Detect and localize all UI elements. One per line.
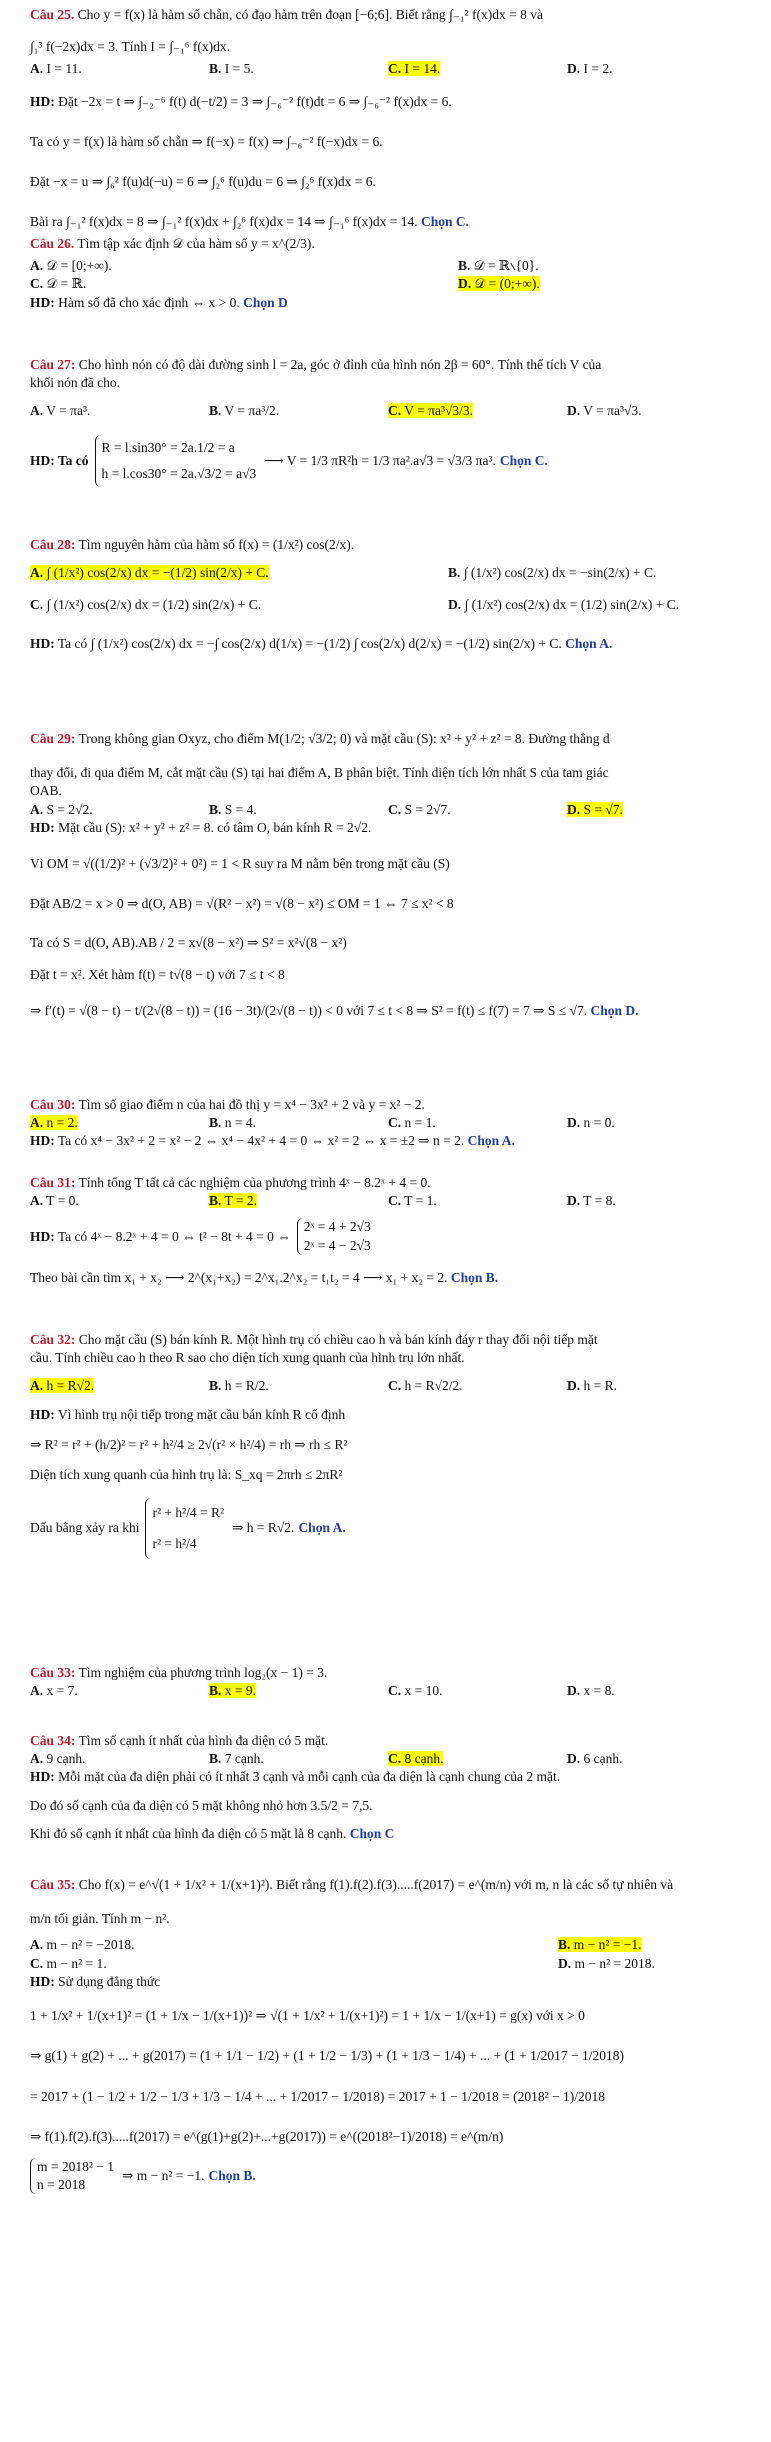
question-28	[30, 536, 746, 653]
solution-line: HD: Mặt cầu (S): x² + y² + z² = 8. có tâm O, bán kính R = 2√2.	[30, 819, 372, 835]
option-b: B. I = 5.	[209, 61, 254, 77]
solution-prefix: HD: Ta có	[30, 452, 89, 468]
question-stem: Cho mặt cầu (S) bán kính R. Một hình trụ có chiều cao h và bán kính đáy r thay đổi nội tiếp mặt	[78, 1332, 598, 1347]
solution-line: Bài ra ∫₋₁² f(x)dx = 8 ⇒ ∫₋₁² f(x)dx + ∫₂⁶ f(x)dx = 14 ⇒ ∫₋₁⁶ f(x)dx = 14.	[30, 214, 418, 230]
options	[30, 1955, 746, 1973]
option-b: B. T = 2.	[209, 1193, 258, 1209]
option-a: A. S = 2√2.	[30, 801, 93, 817]
options	[30, 1682, 746, 1700]
solution-line: Dấu bằng xảy ra khi	[30, 1520, 140, 1536]
options	[30, 275, 746, 293]
solution-line: ⟶ V = 1/3 πR²h = 1/3 πa².a√3 = √3/3 πa³.	[264, 452, 496, 468]
options	[30, 1750, 746, 1768]
solution-line: ⇒ f(1).f(2).f(3).....f(2017) = e^(g(1)+g(2)+...+g(2017)) = e^((2018²−1)/2018) = e^(m/n)	[30, 2128, 504, 2144]
question-stem: Tìm nguyên hàm của hàm số f(x) = (1/x²) cos(2/x).	[78, 537, 355, 552]
option-a: A. T = 0.	[30, 1193, 79, 1209]
answer-choice: Chọn A.	[467, 1133, 515, 1149]
question-25	[30, 6, 746, 232]
question-35	[30, 1876, 746, 2194]
hint-label: HD:	[30, 1133, 55, 1149]
answer-choice: Chọn B.	[450, 1269, 499, 1285]
question-34	[30, 1732, 746, 1843]
question-number: Câu 33:	[30, 1665, 76, 1680]
solution-line: HD: Đặt −2x = t ⇒ ∫₋₂⁻⁶ f(t) d(−t/2) = 3 ⇒ ∫₋₆⁻² f(t)dt = 6 ⇒ ∫₋₆⁻² f(x)dx = 6.	[30, 93, 452, 109]
answer-choice: Chọn C.	[499, 452, 548, 468]
hint-label: HD:	[30, 1228, 55, 1244]
option-c: C. I = 14.	[388, 61, 441, 77]
hint-label: HD:	[30, 452, 55, 468]
question-32	[30, 1331, 746, 1559]
option-d: D. I = 2.	[567, 61, 613, 77]
question-number: Câu 25.	[30, 7, 75, 22]
question-stem-2: thay đổi, đi qua điểm M, cắt mặt cầu (S) tại hai điểm A, B phân biệt. Tính diện tích lớn nhất S của tam giác	[30, 765, 609, 781]
option-a: A. I = 11.	[30, 61, 82, 77]
option-b: B. ∫ (1/x²) cos(2/x) dx = −sin(2/x) + C.	[448, 565, 657, 581]
option-d: D. x = 8.	[567, 1683, 615, 1699]
solution-line: HD: Ta có ∫ (1/x²) cos(2/x) dx = −∫ cos(2/x) d(1/x) = −(1/2) ∫ cos(2/x) d(2/x) = −(1/2) sin(2/x) + C.	[30, 635, 562, 651]
answer-choice: Chọn D	[243, 294, 288, 310]
options	[30, 1192, 746, 1210]
solution-line: r² = h²/4	[152, 1535, 197, 1551]
option-a: A. ∫ (1/x²) cos(2/x) dx = −(1/2) sin(2/x) + C.	[30, 565, 269, 581]
solution-line: HD: Ta có x⁴ − 3x² + 2 = x² − 2 ⇔ x⁴ − 4x² + 4 = 0 ⇔ x² = 2 ⇔ x = ±2 ⇒ n = 2.	[30, 1133, 465, 1149]
option-b: B. h = R/2.	[209, 1378, 269, 1394]
solution-line: HD: Vì hình trụ nội tiếp trong mặt cầu bán kính R cố định	[30, 1406, 346, 1422]
solution-line: ⇒ f′(t) = √(8 − t) − t/(2√(8 − t)) = (16 − 3t)/(2√(8 − t)) < 0 với 7 ≤ t < 8 ⇒ S² = f(t) ≤ f(7) = 7 ⇒ S ≤ √7.	[30, 1002, 588, 1018]
option-c: C. n = 1.	[388, 1115, 436, 1131]
option-b: B. x = 9.	[209, 1683, 257, 1699]
solution-line: ⇒ g(1) + g(2) + ... + g(2017) = (1 + 1/1 − 1/2) + (1 + 1/2 − 1/3) + (1 + 1/3 − 1/4) + ... + (1 + 1/2017 − 1/2018)	[30, 2048, 624, 2064]
option-c: C. T = 1.	[388, 1193, 437, 1209]
option-a: A. n = 2.	[30, 1115, 78, 1131]
solution-line: ⇒ h = R√2.	[232, 1520, 295, 1536]
option-c: C. 8 cạnh.	[388, 1751, 444, 1767]
solution-line: Vì OM = √((1/2)² + (√3/2)² + 0²) = 1 < R suy ra M nằm bên trong mặt cầu (S)	[30, 856, 450, 872]
question-stem: Cho hình nón có độ dài đường sinh l = 2a, góc ở đỉnh của hình nón 2β = 60°. Tính thể tích V của	[78, 357, 602, 372]
question-number: Câu 34:	[30, 1733, 76, 1748]
question-stem: Cho f(x) = e^√(1 + 1/x² + 1/(x+1)²). Biết rằng f(1).f(2).f(3).....f(2017) = e^(m/n) với m, n là các số tự nhiên và	[78, 1877, 674, 1892]
solution-line: Ta có y = f(x) là hàm số chẵn ⇒ f(−x) = f(x) ⇒ ∫₋₆⁻² f(−x)dx = 6.	[30, 133, 383, 149]
option-b: B. m − n² = −1.	[558, 1937, 642, 1953]
question-number: Câu 32:	[30, 1332, 76, 1347]
question-stem: Trong không gian Oxyz, cho điểm M(1/2; √3/2; 0) và mặt cầu (S): x² + y² + z² = 8. Đường thẳng d	[78, 731, 610, 746]
question-number: Câu 27:	[30, 357, 76, 372]
option-c: C. x = 10.	[388, 1683, 443, 1699]
answer-choice: Chọn C.	[421, 214, 470, 230]
option-b: B. 𝒟 = ℝ∖{0}.	[458, 258, 539, 274]
option-d: D. V = πa³√3.	[567, 403, 642, 419]
answer-choice: Chọn A.	[565, 635, 613, 651]
solution-block	[30, 1498, 746, 1558]
question-stem: Tính tổng T tất cả các nghiệm của phương trình 4ˣ − 8.2ˣ + 4 = 0.	[78, 1175, 431, 1190]
solution-line: Theo bài cần tìm x₁ + x₂ ⟶ 2^(x₁+x₂) = 2^x₁.2^x₂ = t₁t₂ = 4 ⟶ x₁ + x₂ = 2.	[30, 1269, 448, 1285]
solution-line: r² + h²/4 = R²	[152, 1505, 225, 1521]
option-a: A. V = πa³.	[30, 403, 91, 419]
hint-label: HD:	[30, 294, 55, 310]
option-b: B. n = 4.	[209, 1115, 257, 1131]
options	[30, 402, 746, 420]
solution-line: m = 2018² − 1	[37, 2158, 115, 2174]
solution-line: Đặt −x = u ⇒ ∫₆² f(u)d(−u) = 6 ⇒ ∫₂⁶ f(u)du = 6 ⇒ ∫₂⁶ f(x)dx = 6.	[30, 174, 376, 190]
option-c: C. ∫ (1/x²) cos(2/x) dx = (1/2) sin(2/x) + C.	[30, 597, 262, 613]
solution-line: ⇒ m − n² = −1.	[122, 2168, 205, 2184]
question-number: Câu 30:	[30, 1097, 76, 1112]
question-stem: Tìm số cạnh ít nhất của hình đa diện có 5 mặt.	[78, 1733, 329, 1748]
option-c: C. V = πa³√3/3.	[388, 403, 474, 419]
hint-label: HD:	[30, 819, 55, 835]
solution-line: n = 2018	[37, 2177, 86, 2193]
options	[30, 1114, 746, 1132]
options	[30, 801, 746, 819]
option-a: A. 9 cạnh.	[30, 1751, 86, 1767]
question-number: Câu 26.	[30, 236, 75, 251]
question-stem-2: ∫₁³ f(−2x)dx = 3. Tính I = ∫₋₁⁶ f(x)dx.	[30, 39, 231, 55]
solution-block	[30, 2158, 746, 2194]
question-number: Câu 28:	[30, 537, 76, 552]
answer-choice: Chọn D.	[590, 1002, 639, 1018]
option-a: A. m − n² = −2018.	[30, 1937, 135, 1953]
option-c: C. S = 2√7.	[388, 801, 451, 817]
solution-line: R = l.sin30° = 2a.1/2 = a	[101, 439, 235, 455]
question-stem: Cho y = f(x) là hàm số chẵn, có đạo hàm trên đoạn [−6;6]. Biết rằng ∫₋₁² f(x)dx = 8 và	[77, 7, 543, 22]
solution-line: h = l.cos30° = 2a.√3/2 = a√3	[101, 465, 257, 481]
answer-choice: Chọn C	[349, 1825, 395, 1841]
question-stem-3: OAB.	[30, 783, 62, 799]
solution-line: HD: Hàm số đã cho xác định ⇔ x > 0.	[30, 294, 240, 310]
solution-block	[30, 1218, 746, 1254]
hint-label: HD:	[30, 635, 55, 651]
question-30	[30, 1096, 746, 1151]
hint-label: HD:	[30, 1973, 55, 1989]
answer-choice: Chọn A.	[298, 1520, 346, 1536]
solution-line: ⇒ R² = r² + (h/2)² = r² + h²/4 ≥ 2√(r² × h²/4) = rh ⇒ rh ≤ R²	[30, 1436, 348, 1452]
option-b: B. V = πa³/2.	[209, 403, 280, 419]
options	[30, 564, 746, 582]
solution-line: Đặt t = x². Xét hàm f(t) = t√(8 − t) với 7 ≤ t < 8	[30, 966, 285, 982]
solution-line: HD: Mỗi mặt của đa diện phải có ít nhất 3 cạnh và mỗi cạnh của đa diện là cạnh chung của 2 mặt.	[30, 1769, 561, 1785]
option-d: D. n = 0.	[567, 1115, 615, 1131]
option-c: C. h = R√2/2.	[388, 1378, 463, 1394]
options	[30, 1377, 746, 1395]
question-stem-2: khối nón đã cho.	[30, 375, 120, 391]
option-a: A. 𝒟 = [0;+∞).	[30, 258, 112, 274]
option-a: A. h = R√2.	[30, 1378, 95, 1394]
option-d: D. T = 8.	[567, 1193, 616, 1209]
answer-choice: Chọn B.	[208, 2168, 256, 2184]
question-stem: Tìm nghiệm của phương trình log₂(x − 1) = 3.	[78, 1665, 328, 1680]
option-c: C. 𝒟 = ℝ.	[30, 276, 87, 292]
option-b: B. S = 4.	[209, 801, 257, 817]
option-c: C. m − n² = 1.	[30, 1955, 107, 1971]
question-stem-2: cầu. Tính chiều cao h theo R sao cho diện tích xung quanh của hình trụ lớn nhất.	[30, 1350, 465, 1366]
solution-line: HD: Sử dụng đẳng thức	[30, 1973, 161, 1989]
option-d: D. ∫ (1/x²) cos(2/x) dx = (1/2) sin(2/x) + C.	[448, 597, 680, 613]
question-number: Câu 29:	[30, 731, 76, 746]
option-a: A. x = 7.	[30, 1683, 78, 1699]
solution-line: Ta có S = d(O, AB).AB / 2 = x√(8 − x²) ⇒ S² = x²√(8 − x²)	[30, 934, 347, 950]
question-29	[30, 730, 746, 1020]
question-stem: Tìm tập xác định 𝒟 của hàm số y = x^(2/3).	[77, 236, 315, 251]
question-31	[30, 1174, 746, 1287]
question-26	[30, 235, 746, 312]
options	[30, 596, 746, 614]
option-d: D. h = R.	[567, 1378, 617, 1394]
solution-line: Diện tích xung quanh của hình trụ là: S_xq = 2πrh ≤ 2πR²	[30, 1467, 343, 1483]
hint-label: HD:	[30, 1769, 55, 1785]
solution-line: 2ˣ = 4 − 2√3	[303, 1237, 371, 1253]
question-33	[30, 1664, 746, 1700]
hint-label: HD:	[30, 93, 55, 109]
options	[30, 1936, 746, 1954]
solution-block	[30, 435, 746, 487]
option-d: D. 𝒟 = (0;+∞).	[458, 276, 540, 292]
option-b: B. 7 cạnh.	[209, 1751, 264, 1767]
question-number: Câu 31:	[30, 1175, 76, 1190]
option-d: D. S = √7.	[567, 801, 623, 817]
hint-label: HD:	[30, 1406, 55, 1422]
option-d: D. 6 cạnh.	[567, 1751, 623, 1767]
option-d: D. m − n² = 2018.	[558, 1955, 655, 1971]
options	[30, 257, 746, 275]
question-stem-2: m/n tối giản. Tính m − n².	[30, 1911, 170, 1927]
solution-line: Khi đó số cạnh ít nhất của hình đa diện có 5 mặt là 8 cạnh.	[30, 1825, 347, 1841]
options	[30, 60, 746, 78]
solution-line: Đặt AB/2 = x > 0 ⇒ d(O, AB) = √(R² − x²) = √(8 − x²) ≤ OM = 1 ⇔ 7 ≤ x² < 8	[30, 896, 454, 912]
question-number: Câu 35:	[30, 1877, 76, 1892]
solution-line: 2ˣ = 4 + 2√3	[303, 1219, 371, 1235]
solution-line: = 2017 + (1 − 1/2 + 1/2 − 1/3 + 1/3 − 1/4 + ... + 1/2017 − 1/2018) = 2017 + 1 − 1/2018 = (2018² − 1)/2018	[30, 2088, 605, 2104]
solution-line: Do đó số cạnh của đa diện có 5 mặt không nhỏ hơn 3.5/2 = 7,5.	[30, 1797, 373, 1813]
question-stem: Tìm số giao điểm n của hai đồ thị y = x⁴ − 3x² + 2 và y = x² − 2.	[78, 1097, 425, 1112]
question-27	[30, 356, 746, 487]
solution-prefix: HD: Ta có 4ˣ − 8.2ˣ + 4 = 0 ⇔ t² − 8t + 4 = 0 ⇔	[30, 1228, 291, 1244]
solution-line: 1 + 1/x² + 1/(x+1)² = (1 + 1/x − 1/(x+1))² ⇒ √(1 + 1/x² + 1/(x+1)²) = 1 + 1/x − 1/(x+1) = g(x) với x > 0	[30, 2008, 585, 2024]
